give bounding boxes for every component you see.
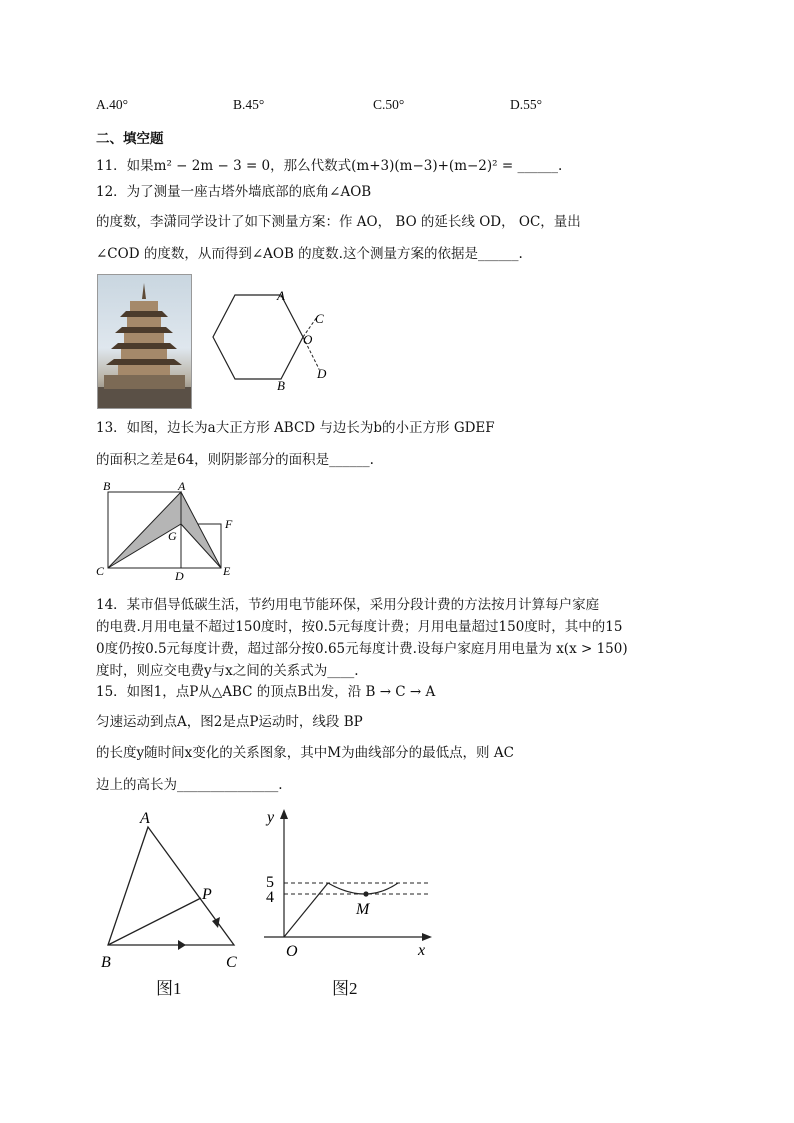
figure-2-graph bbox=[258, 805, 438, 965]
label-d: D bbox=[175, 569, 184, 583]
label-a: A bbox=[277, 288, 285, 303]
pagoda-photo bbox=[97, 274, 192, 409]
question-15-line-3: 的长度y随时间x变化的关系图象，其中M为曲线部分的最低点，则 AC bbox=[96, 745, 514, 761]
tick-4: 4 bbox=[266, 889, 274, 906]
section-heading: 二、填空题 bbox=[96, 131, 164, 147]
label-d: D bbox=[317, 366, 327, 381]
option-d: D.55° bbox=[510, 97, 543, 112]
label-b: B bbox=[101, 954, 111, 971]
question-13-line-2: 的面积之差是64，则阴影部分的面积是______. bbox=[96, 452, 374, 468]
hexagon-figure bbox=[205, 285, 335, 395]
label-b: B bbox=[103, 479, 111, 493]
question-12-line-1: 12．为了测量一座古塔外墙底部的底角∠AOB bbox=[96, 184, 372, 200]
label-p: P bbox=[202, 886, 212, 903]
label-g: G bbox=[168, 529, 177, 543]
label-a: A bbox=[140, 810, 150, 827]
label-y: y bbox=[267, 809, 275, 826]
question-12-line-2: 的度数，李潇同学设计了如下测量方案：作 AO， BO 的延长线 OD， OC，量出 bbox=[96, 214, 581, 230]
question-14-line-1: 14．某市倡导低碳生活，节约用电节能环保，采用分段计费的方法按月计算每户家庭 bbox=[96, 597, 600, 613]
question-14-line-3: 0度仍按0.5元每度计费，超过部分按0.65元每度计费.设每户家庭月用电量为 x(x > 150) bbox=[96, 641, 628, 657]
label-b: B bbox=[277, 378, 285, 393]
squares-figure bbox=[92, 476, 252, 586]
label-a: A bbox=[178, 479, 186, 493]
tick-5: 5 bbox=[266, 874, 274, 891]
option-b: B.45° bbox=[233, 97, 265, 112]
question-11: 11．如果m² − 2m − 3 = 0，那么代数式(m+3)(m−3)+(m−2)² = ______. bbox=[96, 158, 563, 174]
question-15-line-1: 15．如图1，点P从△ABC 的顶点B出发，沿 B → C → A bbox=[96, 684, 436, 700]
question-12-line-3: ∠COD 的度数，从而得到∠AOB 的度数.这个测量方案的依据是______. bbox=[96, 246, 523, 262]
question-13-line-1: 13．如图，边长为a大正方形 ABCD 与边长为b的小正方形 GDEF bbox=[96, 420, 495, 436]
question-14-line-2: 的电费.月用电量不超过150度时，按0.5元每度计费；月用电量超过150度时，其中的15 bbox=[96, 619, 623, 635]
label-c: C bbox=[226, 954, 237, 971]
label-c: C bbox=[96, 564, 105, 578]
figure-1-caption: 图1 bbox=[156, 979, 182, 998]
label-f: F bbox=[225, 517, 233, 531]
label-e: E bbox=[223, 564, 231, 578]
question-14-line-4: 度时，则应交电费y与x之间的关系式为____. bbox=[96, 663, 359, 679]
question-15-line-2: 匀速运动到点A，图2是点P运动时，线段 BP bbox=[96, 714, 363, 730]
option-c: C.50° bbox=[373, 97, 405, 112]
option-a: A.40° bbox=[96, 97, 129, 112]
figure-2-caption: 图2 bbox=[332, 979, 358, 998]
question-15-line-4: 边上的高长为_______________. bbox=[96, 777, 283, 793]
label-m: M bbox=[356, 901, 370, 918]
label-o: O bbox=[286, 943, 298, 960]
label-o: O bbox=[303, 332, 313, 347]
figure-1-triangle bbox=[98, 805, 258, 975]
label-x: x bbox=[418, 942, 426, 959]
label-c: C bbox=[315, 311, 324, 326]
